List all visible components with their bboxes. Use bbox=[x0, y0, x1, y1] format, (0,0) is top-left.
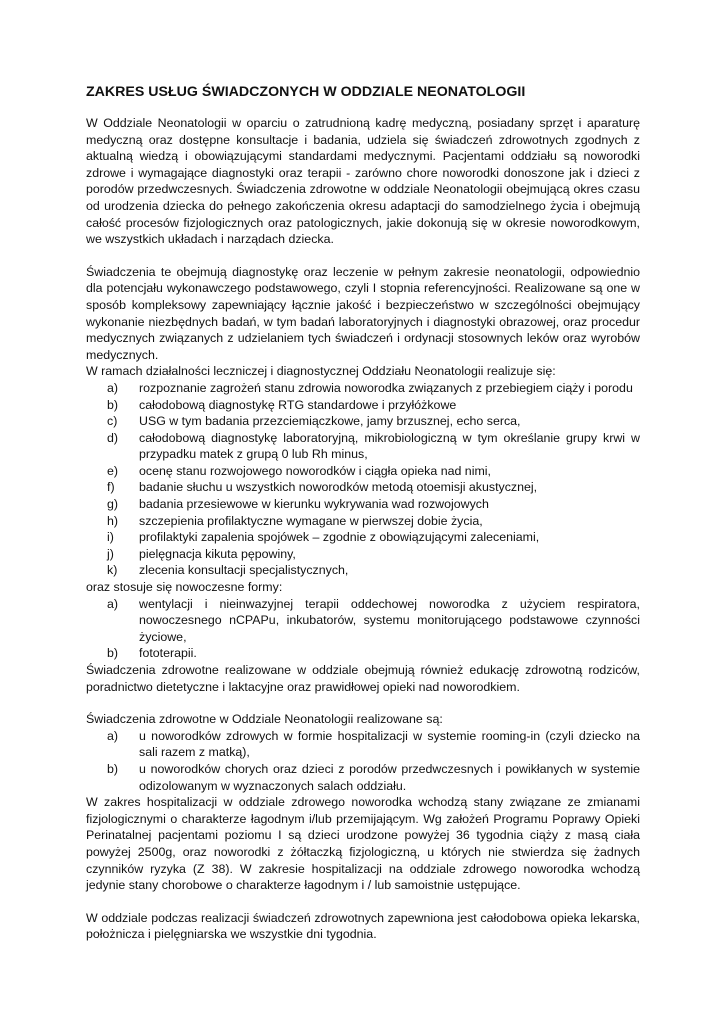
list-item-text: szczepienia profilaktyczne wymagane w pierwszej dobie życia, bbox=[139, 513, 483, 528]
list-item-label: i) bbox=[107, 530, 114, 545]
activities-list bbox=[86, 380, 640, 579]
paragraph-intro: W Oddziale Neonatologii w oparciu o zatrudnioną kadrę medyczną, posiadany sprzęt i aparaturę medyczną oraz dostępne konsultacje i badania, udziela się świadczeń zdrowotnych zgodnych z aktualną wiedzą i obowiązującymi standardami medycznymi. Pacjentami oddziału są noworodki zdrowe i wymagające diagnostyki oraz terapii - zarówno chore noworodki donoszone jak i dzieci z porodów przedwczesnych. Świadczenia zdrowotne w oddziale Neonatologii obejmującą okres czasu od urodzenia dziecka do pełnego zakończenia okresu adaptacji do samodzielnego życia i obejmują całość procesów fizjologicznych oraz patologicznych, jakie dokonują się w okresie noworodkowym, we wszystkich układach i narządach dziecka. bbox=[86, 116, 640, 247]
paragraph-care: W oddziale podczas realizacji świadczeń zdrowotnych zapewniona jest całodobowa opieka lekarska, położnicza i pielęgniarska we wszystkie dni tygodnia. bbox=[86, 910, 640, 942]
list-item bbox=[86, 529, 640, 546]
list-item-label: d) bbox=[107, 430, 119, 445]
list-item bbox=[86, 413, 640, 430]
list-item-label: h) bbox=[107, 513, 119, 528]
list-item-text: całodobową diagnostykę laboratoryjną, mikrobiologiczną w tym określanie grupy krwi w przypadku matek z grupą 0 lub Rh minus, bbox=[139, 430, 640, 462]
list-item-text: zlecenia konsultacji specjalistycznych, bbox=[139, 563, 349, 578]
list-item-text: wentylacji i nieinwazyjnej terapii oddechowej noworodka z użyciem respiratora, nowoczesnego nCPAPu, inkubatorów, systemu monitorującego podstawowe czynności życiowe, bbox=[139, 596, 640, 644]
list-item bbox=[86, 513, 640, 530]
list-item-label: c) bbox=[107, 414, 118, 429]
list-item bbox=[86, 430, 640, 463]
list-item-text: profilaktyki zapalenia spojówek – zgodnie z obowiązującymi zaleceniami, bbox=[139, 530, 540, 545]
list-item bbox=[86, 546, 640, 563]
list-item bbox=[86, 496, 640, 513]
paragraph-scope: Świadczenia te obejmują diagnostykę oraz leczenie w pełnym zakresie neonatologii, odpowiednio dla potencjału wykonawczego podstawowego, czyli I stopnia referencyjności. Realizowane są one w sposób kompleksowy zapewniający łącznie jakość i bezpieczeństwo w szczególności obejmujący wykonanie niezbędnych badań, w tym badań laboratoryjnych i diagnostyki obrazowej, oraz procedur medycznych związanych z udzielaniem tych świadczeń i ordynacji stosownych leków oraz wyrobów medycznych. bbox=[86, 264, 640, 362]
list-item-text: USG w tym badania przezciemiączkowe, jamy brzusznej, echo serca, bbox=[139, 414, 521, 429]
list-item bbox=[86, 645, 640, 662]
list-item-label: b) bbox=[107, 397, 119, 412]
paragraph-gap bbox=[86, 695, 640, 711]
list-item-text: ocenę stanu rozwojowego noworodków i ciągła opieka nad nimi, bbox=[139, 463, 491, 478]
list-item-label: a) bbox=[107, 380, 119, 395]
list-item-label: e) bbox=[107, 463, 119, 478]
list-item bbox=[86, 596, 640, 646]
list-item-label: a) bbox=[107, 728, 119, 743]
list-item-text: badania przesiewowe w kierunku wykrywania wad rozwojowych bbox=[139, 497, 489, 512]
paragraph-activities-intro: W ramach działalności leczniczej i diagnostycznej Oddziału Neonatologii realizuje się: bbox=[86, 364, 556, 379]
paragraph-education: Świadczenia zdrowotne realizowane w oddziale obejmują również edukację zdrowotną rodziców, poradnictwo dietetyczne i laktacyjne oraz prawidłowej opieki nad noworodkiem. bbox=[86, 663, 640, 694]
modern-forms-list bbox=[86, 596, 640, 662]
services-list bbox=[86, 728, 640, 794]
list-item-label: k) bbox=[107, 563, 118, 578]
list-item-text: u noworodków chorych oraz dzieci z porodów przedwczesnych i powikłanych w systemie odizolowanym w wyznaczonych salach oddziału. bbox=[139, 761, 640, 793]
list-item-label: j) bbox=[107, 546, 114, 561]
paragraph-gap bbox=[86, 248, 640, 264]
list-item-text: badanie słuchu u wszystkich noworodków metodą otoemisji akustycznej, bbox=[139, 480, 538, 495]
list-item-label: a) bbox=[107, 596, 119, 611]
list-item-text: pielęgnacja kikuta pępowiny, bbox=[139, 546, 296, 561]
paragraph-hospitalization: W zakres hospitalizacji w oddziale zdrowego noworodka wchodzą stany związane ze zmianami fizjologicznymi o charakterze łagodnym i/lub przemijającym. Wg założeń Programu Poprawy Opieki Perinatalnej pacjentami poziomu I są dzieci urodzone powyżej 36 tygodnia ciąży z masą ciała powyżej 2500g, oraz noworodki z żółtaczką fizjologiczną, u których nie stwierdza się żadnych czynników ryzyka (Z 38). W zakresie hospitalizacji na oddziale zdrowego noworodka wchodzą jedynie stany chorobowe o charakterze łagodnym i / lub samoistnie ustępujące. bbox=[86, 795, 640, 893]
list-item bbox=[86, 463, 640, 480]
list-item bbox=[86, 380, 640, 397]
list-item-label: b) bbox=[107, 761, 119, 776]
list-item bbox=[86, 562, 640, 579]
list-item-text: fototerapii. bbox=[139, 646, 197, 661]
list-item-label: f) bbox=[107, 480, 115, 495]
list-item-label: g) bbox=[107, 497, 119, 512]
list-item bbox=[86, 761, 640, 794]
page-title: ZAKRES USŁUG ŚWIADCZONYCH W ODDZIALE NEONATOLOGII bbox=[86, 84, 526, 100]
list-item bbox=[86, 728, 640, 761]
list-item bbox=[86, 397, 640, 414]
list-item-text: rozpoznanie zagrożeń stanu zdrowia noworodka związanych z przebiegiem ciąży i porodu bbox=[139, 380, 633, 395]
document-body bbox=[86, 83, 640, 943]
list-item-label: b) bbox=[107, 646, 119, 661]
paragraph-services-intro: Świadczenia zdrowotne w Oddziale Neonatologii realizowane są: bbox=[86, 712, 443, 727]
list-item bbox=[86, 479, 640, 496]
paragraph-modern-forms-intro: oraz stosuje się nowoczesne formy: bbox=[86, 580, 283, 595]
list-item-text: całodobową diagnostykę RTG standardowe i przyłóżkowe bbox=[139, 397, 457, 412]
paragraph-gap bbox=[86, 894, 640, 910]
list-item-text: u noworodków zdrowych w formie hospitalizacji w systemie rooming-in (czyli dziecko na sali razem z matką), bbox=[139, 728, 640, 760]
